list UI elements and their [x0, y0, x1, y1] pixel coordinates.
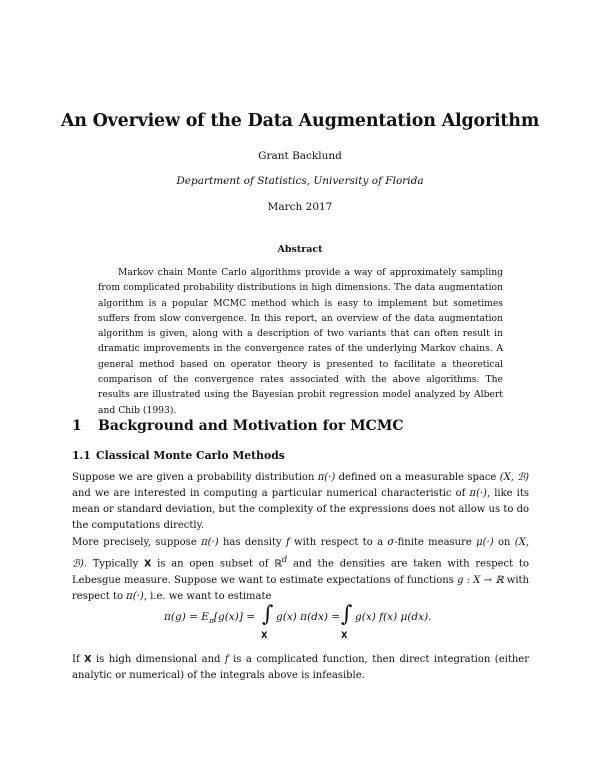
- subsection-heading: [72, 449, 285, 462]
- author-affiliation: Department of Statistics, University of Florida: [176, 175, 424, 187]
- math-space: (X, ℬ): [499, 472, 530, 483]
- abstract-text: Markov chain Monte Carlo algorithms provide a way of approximately sampling from complicated probability distributions in high dimensions. The data augmentation algorithm is a popular MCMC method which is easy to implement but sometimes suffers from slow convergence. In this report, an overview of the data augmentation algorithm is given, along with a description of two variants that can often result in dramatic improvements in the convergence rates of the underlying Markov chains. A general method based on operator theory is presented to facilitate a theoretical comparison of the convergence rates associated with the above algorithms. The results are illustrated using the Bayesian probit regression model analyzed by Albert and Chib (1993).: [98, 267, 503, 416]
- math-X: X: [144, 558, 152, 570]
- integral-sign-1: ∫: [262, 602, 274, 627]
- math-f: f: [224, 654, 229, 665]
- math-pi: π(·): [126, 590, 144, 602]
- math-pi: π(·): [317, 472, 336, 483]
- subsection-title: Classical Monte Carlo Methods: [96, 449, 285, 462]
- integrand-2: g(x) f(x) μ(dx).: [355, 611, 432, 623]
- section-number: 1: [72, 418, 82, 434]
- math-d: d: [281, 554, 288, 565]
- integral-domain-2: X: [341, 631, 348, 641]
- subsection-number: 1.1: [72, 449, 91, 462]
- equation-lhs: $\pi(g) = E_\pi[g(x)]$ =: [164, 611, 256, 626]
- section-heading: [72, 418, 403, 434]
- paper-title: An Overview of the Data Augmentation Algorithm: [60, 111, 540, 131]
- paragraph-1: Suppose we are given a probability distribution π(·) defined on a measurable space (X, ℬ) and we are interested in computing a particular numerical characteristic of π(·), like its mean or standard deviation, but the complexity of the expressions does not allow us to do the computations directly.: [72, 472, 530, 532]
- paragraph-3: If X is high dimensional and f is a complicated function, then direct integration (either analytic or numerical) of the integrals above is infeasible.: [72, 654, 529, 682]
- math-X: X: [84, 654, 92, 665]
- display-equation: [0, 602, 600, 648]
- integral-domain-1: X: [261, 631, 268, 641]
- math-space: (X, ℬ): [72, 537, 529, 570]
- math-sigma: σ: [387, 537, 395, 548]
- math-pi: π(·): [201, 537, 219, 548]
- paragraph-2: More precisely, suppose π(·) has density f with respect to a σ-finite measure μ(·) on (X, ℬ). Typically X is an open subset of ℝ$^d$ and the densities are taken with respect to Lebesgue measure. Suppose we want to estimate expectations of functions g : X → ℝ with respect to π(·), i.e. we want to estimate: [72, 537, 529, 602]
- integral-sign-2: ∫: [341, 602, 353, 627]
- integrand-1: g(x) π(dx) =: [276, 611, 341, 623]
- abstract-heading: Abstract: [277, 244, 323, 255]
- math-pi: π(·): [469, 488, 487, 500]
- math-g-map: g : X → ℝ: [457, 574, 504, 586]
- math-R: ℝ: [274, 558, 282, 570]
- math-f: f: [285, 537, 290, 548]
- math-mu: μ(·): [476, 537, 494, 548]
- author-name: Grant Backlund: [258, 150, 342, 162]
- section-title: Background and Motivation for MCMC: [98, 418, 404, 434]
- paper-date: March 2017: [267, 201, 333, 213]
